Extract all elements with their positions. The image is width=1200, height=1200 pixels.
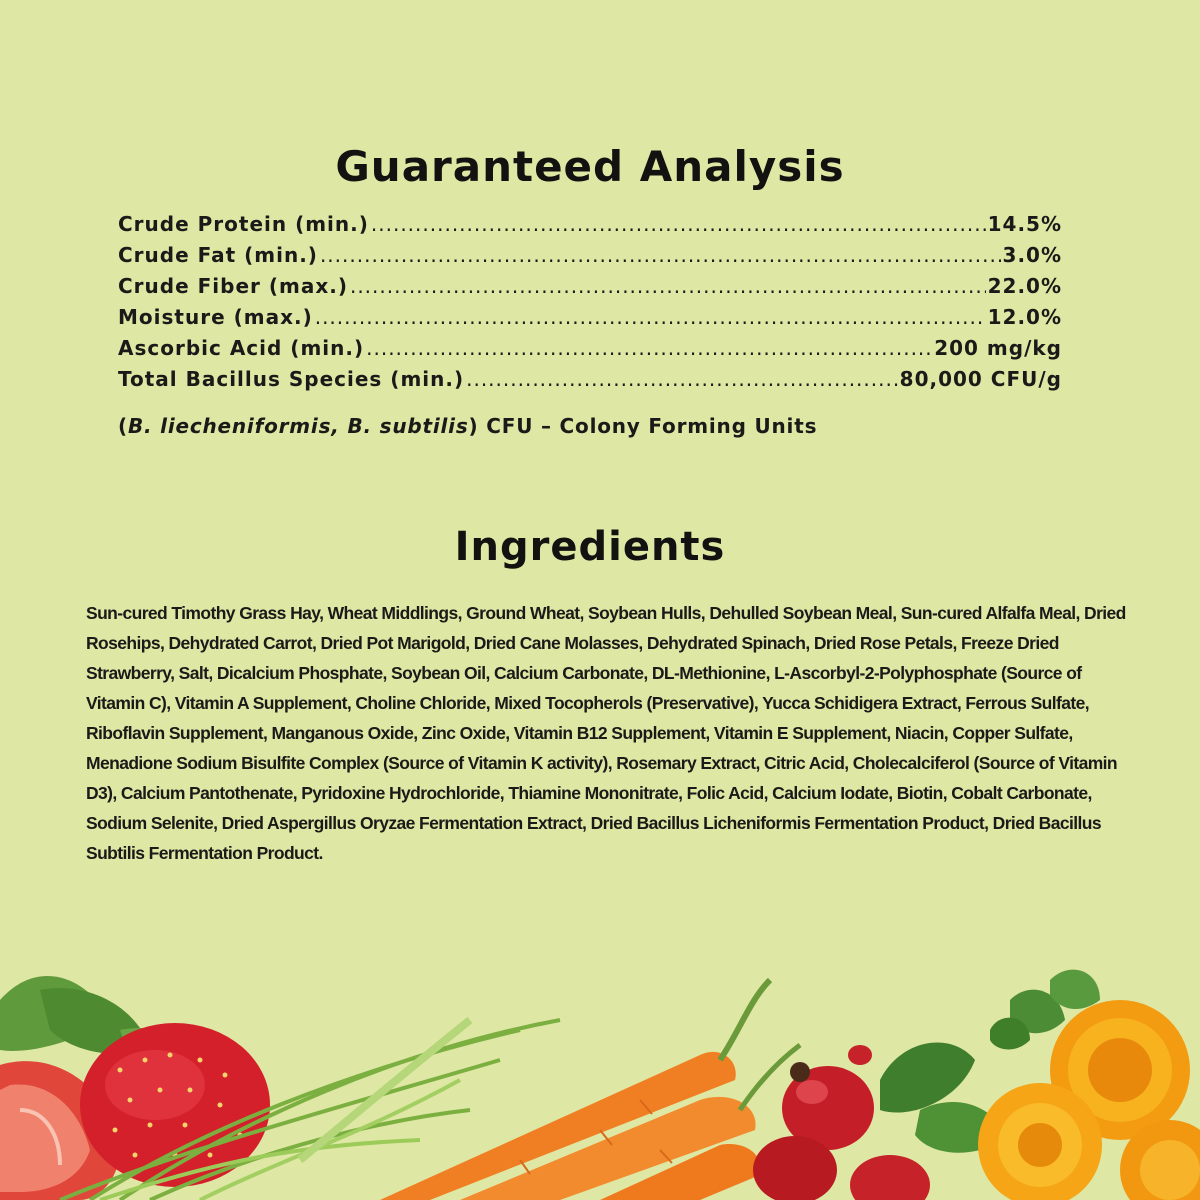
analysis-value: 80,000 CFU/g: [899, 367, 1062, 391]
analysis-row: [118, 274, 1062, 305]
analysis-label: Crude Fiber (max.): [118, 274, 348, 298]
ingredients-title: Ingredients: [454, 524, 726, 570]
ingredients-text: Sun-cured Timothy Grass Hay, Wheat Middlings, Ground Wheat, Soybean Hulls, Dehulled Soybean Meal, Sun-cured Alfalfa Meal, Dried Rosehips, Dehydrated Carrot, Dried Pot Marigold, Dried Cane Molasses, Dehydrated Spinach, Dried Rose Petals, Freeze Dried Strawberry, Salt, Dicalcium Phosphate, Soybean Oil, Calcium Carbonate, DL-Methionine, L-Ascorbyl-2-Polyphosphate (Source of Vitamin C), Vitamin A Supplement, Choline Chloride, Mixed Tocopherols (Preservative), Yucca Schidigera Extract, Ferrous Sulfate, Riboflavin Supplement, Manganous Oxide, Zinc Oxide, Vitamin B12 Supplement, Vitamin E Supplement, Niacin, Copper Sulfate, Menadione Sodium Bisulfite Complex (Source of Vitamin K activity), Rosemary Extract, Citric Acid, Cholecalciferol (Source of Vitamin D3), Calcium Pantothenate, Pyridoxine Hydrochloride, Thiamine Mononitrate, Folic Acid, Calcium Iodate, Biotin, Cobalt Carbonate, Sodium Selenite, Dried Aspergillus Oryzae Fermentation Extract, Dried Bacillus Licheniformis Fermentation Product, Dried Bacillus Subtilis Fermentation Product.: [86, 603, 1126, 863]
analysis-value: 12.0%: [987, 305, 1062, 329]
cfu-footnote: [118, 414, 817, 438]
analysis-value: 200 mg/kg: [934, 336, 1062, 360]
analysis-label: Ascorbic Acid (min.): [118, 336, 365, 360]
analysis-row: [118, 305, 1062, 336]
analysis-value: 14.5%: [987, 212, 1062, 236]
analysis-value: 3.0%: [1002, 243, 1062, 267]
guaranteed-analysis-title: Guaranteed Analysis: [335, 142, 845, 191]
produce-illustration: [0, 960, 1200, 1200]
analysis-label: Crude Fat (min.): [118, 243, 318, 267]
analysis-row: [118, 212, 1062, 243]
analysis-table: [118, 212, 1062, 398]
dot-leader: [315, 305, 986, 329]
note-species: B. liecheniformis, B. subtilis: [127, 414, 469, 438]
analysis-label: Crude Protein (min.): [118, 212, 369, 236]
dot-leader: [350, 274, 986, 298]
dot-leader: [366, 336, 932, 360]
analysis-value: 22.0%: [987, 274, 1062, 298]
analysis-row: [118, 336, 1062, 367]
analysis-label: Moisture (max.): [118, 305, 313, 329]
analysis-row: [118, 243, 1062, 274]
dot-leader: [466, 367, 898, 391]
analysis-row: [118, 367, 1062, 398]
note-close: ) CFU – Colony Forming Units: [468, 414, 818, 438]
analysis-label: Total Bacillus Species (min.): [118, 367, 465, 391]
note-open: (: [118, 414, 128, 438]
dot-leader: [371, 212, 986, 236]
dot-leader: [320, 243, 1001, 267]
